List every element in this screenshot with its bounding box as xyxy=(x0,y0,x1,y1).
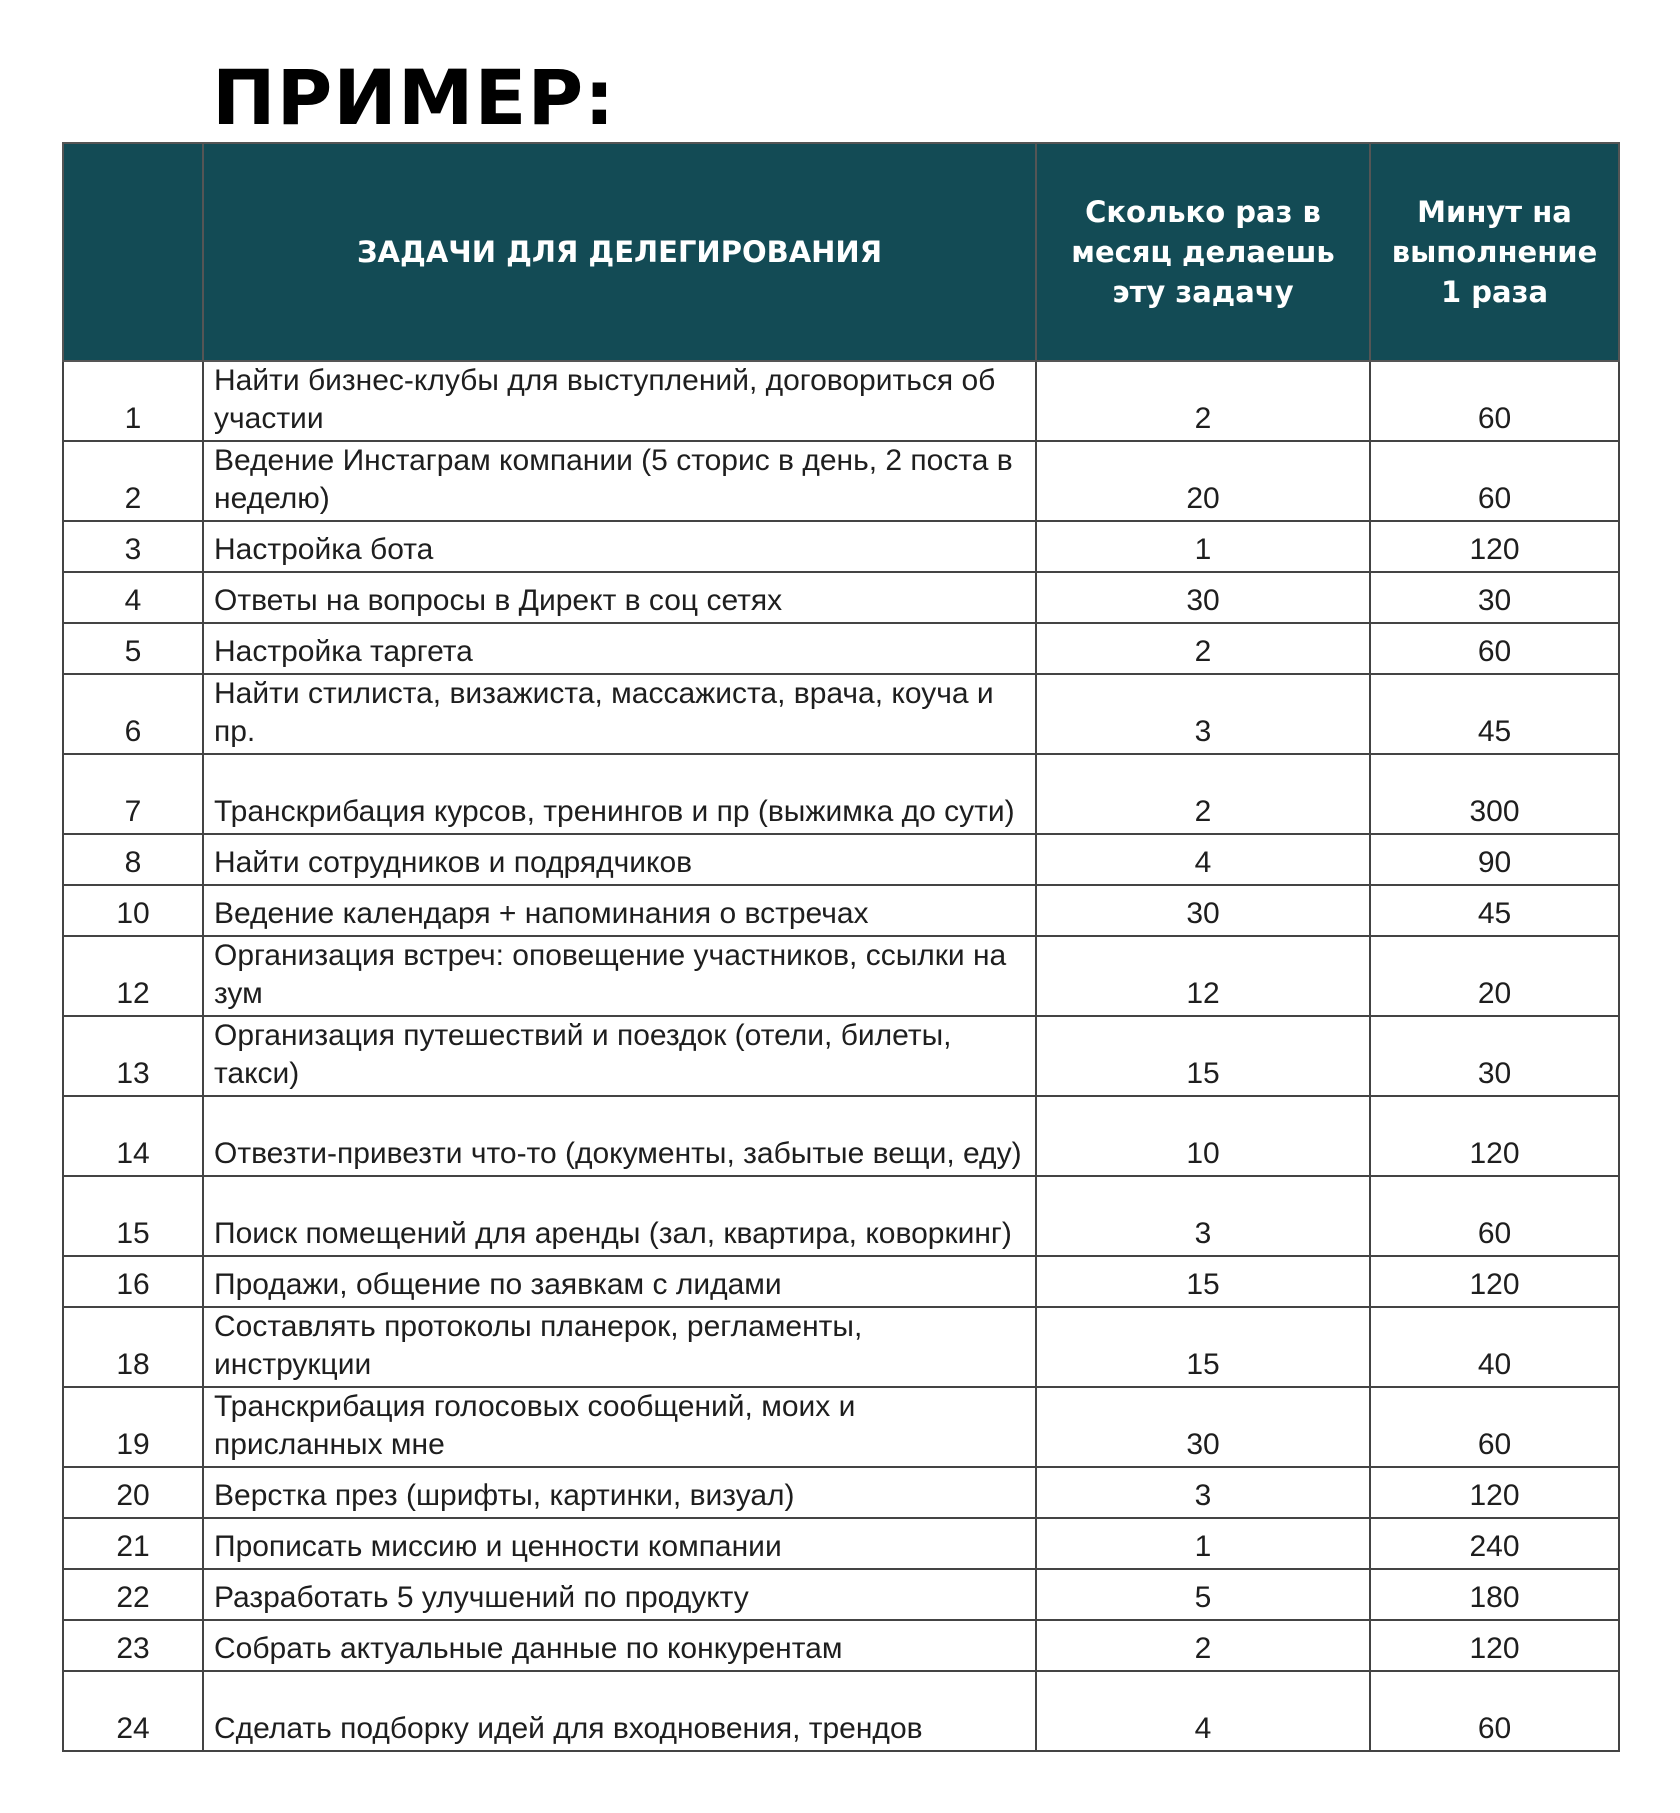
table-row xyxy=(63,1096,1619,1176)
row-task: Ведение Инстаграм компании (5 сторис в день, 2 поста в неделю) xyxy=(203,441,1036,521)
row-number: 2 xyxy=(63,441,203,521)
row-minutes: 30 xyxy=(1370,1016,1619,1096)
row-times: 4 xyxy=(1036,834,1370,885)
row-number: 20 xyxy=(63,1467,203,1518)
row-number: 19 xyxy=(63,1387,203,1467)
row-minutes: 300 xyxy=(1370,754,1619,834)
row-number: 23 xyxy=(63,1620,203,1671)
row-minutes: 60 xyxy=(1370,441,1619,521)
table-row xyxy=(63,361,1619,441)
table-row xyxy=(63,674,1619,754)
row-minutes: 60 xyxy=(1370,623,1619,674)
row-minutes: 120 xyxy=(1370,521,1619,572)
row-number: 5 xyxy=(63,623,203,674)
row-task: Найти стилиста, визажиста, массажиста, врача, коуча и пр. xyxy=(203,674,1036,754)
page-title: ПРИМЕР: xyxy=(212,53,616,142)
header-task: ЗАДАЧИ ДЛЯ ДЕЛЕГИРОВАНИЯ xyxy=(203,143,1036,361)
row-times: 2 xyxy=(1036,1620,1370,1671)
table-row xyxy=(63,1387,1619,1467)
row-times: 12 xyxy=(1036,936,1370,1016)
row-times: 2 xyxy=(1036,623,1370,674)
header-times-per-month: Сколько раз в месяц делаешь эту задачу xyxy=(1036,143,1370,361)
table-row xyxy=(63,1467,1619,1518)
table-row xyxy=(63,1256,1619,1307)
row-number: 7 xyxy=(63,754,203,834)
row-task: Отвезти-привезти что-то (документы, забытые вещи, еду) xyxy=(203,1096,1036,1176)
row-task: Организация путешествий и поездок (отели, билеты, такси) xyxy=(203,1016,1036,1096)
row-task: Ведение календаря + напоминания о встречах xyxy=(203,885,1036,936)
row-number: 21 xyxy=(63,1518,203,1569)
row-times: 3 xyxy=(1036,674,1370,754)
row-number: 22 xyxy=(63,1569,203,1620)
row-task: Верстка през (шрифты, картинки, визуал) xyxy=(203,1467,1036,1518)
row-task: Ответы на вопросы в Директ в соц сетях xyxy=(203,572,1036,623)
row-number: 6 xyxy=(63,674,203,754)
row-times: 1 xyxy=(1036,1518,1370,1569)
row-minutes: 60 xyxy=(1370,1176,1619,1256)
row-times: 30 xyxy=(1036,1387,1370,1467)
row-number: 12 xyxy=(63,936,203,1016)
row-number: 4 xyxy=(63,572,203,623)
row-times: 4 xyxy=(1036,1671,1370,1751)
header-minutes-per-run: Минут на выполнение 1 раза xyxy=(1370,143,1619,361)
row-minutes: 45 xyxy=(1370,885,1619,936)
table-row xyxy=(63,834,1619,885)
row-minutes: 45 xyxy=(1370,674,1619,754)
row-task: Продажи, общение по заявкам с лидами xyxy=(203,1256,1036,1307)
row-minutes: 60 xyxy=(1370,361,1619,441)
table-row xyxy=(63,1307,1619,1387)
row-minutes: 180 xyxy=(1370,1569,1619,1620)
row-times: 2 xyxy=(1036,754,1370,834)
delegation-tasks-table xyxy=(62,142,1620,1752)
table-row xyxy=(63,623,1619,674)
table-row xyxy=(63,1671,1619,1751)
row-times: 30 xyxy=(1036,572,1370,623)
row-number: 24 xyxy=(63,1671,203,1751)
row-task: Найти сотрудников и подрядчиков xyxy=(203,834,1036,885)
row-task: Прописать миссию и ценности компании xyxy=(203,1518,1036,1569)
table-row xyxy=(63,1518,1619,1569)
row-times: 2 xyxy=(1036,361,1370,441)
table-row xyxy=(63,1016,1619,1096)
row-minutes: 60 xyxy=(1370,1387,1619,1467)
row-task: Поиск помещений для аренды (зал, квартира, коворкинг) xyxy=(203,1176,1036,1256)
row-task: Разработать 5 улучшений по продукту xyxy=(203,1569,1036,1620)
table-row xyxy=(63,1620,1619,1671)
row-times: 3 xyxy=(1036,1467,1370,1518)
row-minutes: 120 xyxy=(1370,1467,1619,1518)
row-task: Составлять протоколы планерок, регламенты, инструкции xyxy=(203,1307,1036,1387)
row-number: 8 xyxy=(63,834,203,885)
row-task: Организация встреч: оповещение участников, ссылки на зум xyxy=(203,936,1036,1016)
header-number xyxy=(63,143,203,361)
row-minutes: 40 xyxy=(1370,1307,1619,1387)
row-times: 3 xyxy=(1036,1176,1370,1256)
row-task: Настройка таргета xyxy=(203,623,1036,674)
row-number: 14 xyxy=(63,1096,203,1176)
row-number: 10 xyxy=(63,885,203,936)
row-times: 15 xyxy=(1036,1256,1370,1307)
row-minutes: 60 xyxy=(1370,1671,1619,1751)
row-number: 18 xyxy=(63,1307,203,1387)
row-times: 5 xyxy=(1036,1569,1370,1620)
table-row xyxy=(63,885,1619,936)
row-minutes: 120 xyxy=(1370,1256,1619,1307)
table-row xyxy=(63,754,1619,834)
row-times: 30 xyxy=(1036,885,1370,936)
row-task: Найти бизнес-клубы для выступлений, договориться об участии xyxy=(203,361,1036,441)
table-row xyxy=(63,1176,1619,1256)
table-row xyxy=(63,1569,1619,1620)
table-row xyxy=(63,936,1619,1016)
row-minutes: 240 xyxy=(1370,1518,1619,1569)
row-task: Транскрибация курсов, тренингов и пр (выжимка до сути) xyxy=(203,754,1036,834)
row-times: 1 xyxy=(1036,521,1370,572)
row-minutes: 20 xyxy=(1370,936,1619,1016)
table-row xyxy=(63,572,1619,623)
row-task: Собрать актуальные данные по конкурентам xyxy=(203,1620,1036,1671)
row-number: 13 xyxy=(63,1016,203,1096)
row-number: 3 xyxy=(63,521,203,572)
row-times: 15 xyxy=(1036,1016,1370,1096)
row-minutes: 120 xyxy=(1370,1620,1619,1671)
row-minutes: 120 xyxy=(1370,1096,1619,1176)
row-minutes: 90 xyxy=(1370,834,1619,885)
row-task: Транскрибация голосовых сообщений, моих и присланных мне xyxy=(203,1387,1036,1467)
row-task: Настройка бота xyxy=(203,521,1036,572)
table-row xyxy=(63,521,1619,572)
row-times: 20 xyxy=(1036,441,1370,521)
row-times: 15 xyxy=(1036,1307,1370,1387)
header-row xyxy=(63,143,1619,361)
row-task: Сделать подборку идей для входновения, трендов xyxy=(203,1671,1036,1751)
row-number: 15 xyxy=(63,1176,203,1256)
row-number: 1 xyxy=(63,361,203,441)
table-row xyxy=(63,441,1619,521)
row-number: 16 xyxy=(63,1256,203,1307)
row-minutes: 30 xyxy=(1370,572,1619,623)
row-times: 10 xyxy=(1036,1096,1370,1176)
